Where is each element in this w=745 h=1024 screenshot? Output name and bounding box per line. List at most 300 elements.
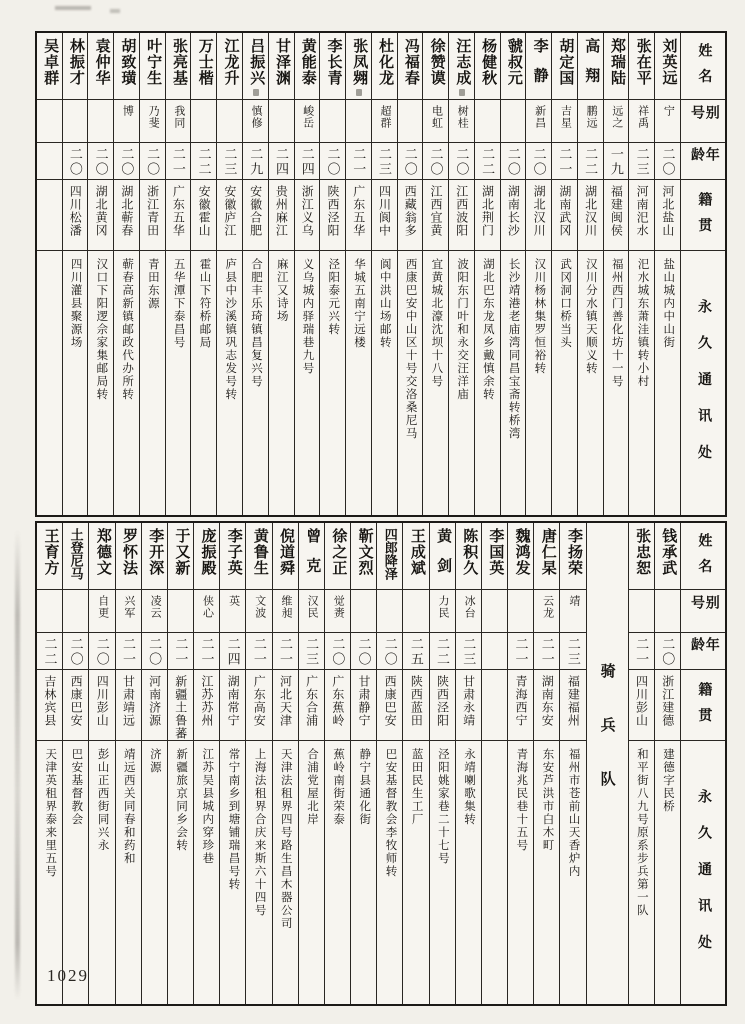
person-name-text: 张在平 xyxy=(634,38,651,86)
person-column xyxy=(507,523,533,1004)
person-name xyxy=(37,33,62,100)
person-permanent-address xyxy=(325,741,350,1004)
person-age-text: 二一 xyxy=(278,637,293,667)
person-column xyxy=(628,523,654,1004)
person-name xyxy=(63,523,88,590)
person-permanent-address-text: 蕲春高新镇邮政代办所转 xyxy=(121,258,134,401)
person-alias xyxy=(456,590,481,633)
person-column xyxy=(577,33,603,515)
person-name-text: 江龙升 xyxy=(222,38,239,86)
person-age-text: 二二 xyxy=(435,637,451,667)
person-age-text: 二〇 xyxy=(402,147,418,177)
person-age-text: 二二 xyxy=(583,147,599,177)
person-permanent-address xyxy=(140,251,165,515)
person-name xyxy=(398,33,423,100)
person-native-place xyxy=(398,180,423,251)
person-native-place-text: 陕西泾阳 xyxy=(325,185,340,237)
person-name xyxy=(351,523,376,590)
person-age xyxy=(398,143,423,180)
person-name xyxy=(655,33,680,100)
header-permanent-address-label: 永久通讯处 xyxy=(696,788,712,971)
person-name-text: 张忠恕 xyxy=(634,528,651,576)
person-permanent-address xyxy=(508,741,533,1004)
person-native-place xyxy=(269,180,294,251)
person-age-text: 二〇 xyxy=(325,147,341,177)
person-alias-text: 宁 xyxy=(662,105,675,117)
person-native-place-text: 湖北黄冈 xyxy=(94,185,109,237)
person-name xyxy=(372,33,397,100)
person-alias-text: 树桂 xyxy=(456,105,469,129)
person-permanent-address-text: 青田东源 xyxy=(146,258,159,310)
person-native-place xyxy=(37,670,62,741)
person-name xyxy=(629,523,654,590)
person-native-place xyxy=(482,670,507,741)
person-name-text: 徐赞谟 xyxy=(428,38,445,86)
person-native-place xyxy=(325,670,350,741)
person-native-place xyxy=(351,670,376,741)
roster-table-upper xyxy=(35,31,727,517)
person-name-text: 李扬荣 xyxy=(565,528,582,576)
person-name-text: 魏鸿发 xyxy=(513,528,530,576)
person-name xyxy=(243,33,268,100)
person-age-text: 二〇 xyxy=(505,147,521,177)
person-native-place-text: 江西宜黄 xyxy=(429,185,444,237)
person-age xyxy=(578,143,603,180)
person-permanent-address xyxy=(629,251,654,515)
person-alias xyxy=(89,590,114,633)
header-alias-label: 别号 xyxy=(689,105,719,131)
header-native-place-label: 籍贯 xyxy=(696,191,712,244)
person-native-place-text: 青海西宁 xyxy=(514,675,529,727)
page-number: 1029 xyxy=(47,966,89,985)
person-permanent-address xyxy=(168,741,193,1004)
person-age-text: 二三 xyxy=(565,637,581,667)
person-alias xyxy=(217,100,242,143)
person-name-text: 郑德文 xyxy=(94,528,111,576)
person-alias-text: 力民 xyxy=(436,595,449,619)
person-name-text: 曾克 xyxy=(304,528,321,587)
person-permanent-address xyxy=(246,741,271,1004)
person-column xyxy=(167,523,193,1004)
person-permanent-address-text: 江苏吴县城内穿珍巷 xyxy=(201,748,214,865)
person-age xyxy=(552,143,577,180)
unit-divider-label: 骑兵队 xyxy=(598,663,615,825)
person-alias xyxy=(526,100,551,143)
person-column xyxy=(298,523,324,1004)
person-native-place xyxy=(246,670,271,741)
person-age-text: 二〇 xyxy=(660,637,676,667)
person-alias xyxy=(604,100,629,143)
person-age-text: 二九 xyxy=(248,147,264,177)
person-permanent-address xyxy=(526,251,551,515)
person-permanent-address-text: 华城五南宁远楼 xyxy=(353,258,366,349)
person-permanent-address xyxy=(655,251,680,515)
person-column xyxy=(324,523,350,1004)
person-native-place xyxy=(63,180,88,251)
person-age xyxy=(449,143,474,180)
person-age-text: 二〇 xyxy=(382,637,398,667)
person-column xyxy=(551,33,577,515)
person-name xyxy=(273,523,298,590)
person-age xyxy=(604,143,629,180)
person-permanent-address-text: 四川灌县聚源场 xyxy=(69,258,82,349)
person-column xyxy=(37,33,62,515)
person-name-text: 袁仲华 xyxy=(93,38,110,86)
person-alias xyxy=(142,590,167,633)
person-name xyxy=(423,33,448,100)
person-name xyxy=(526,33,551,100)
person-age-text: 二一 xyxy=(557,147,573,177)
person-native-place-text: 河南汜水 xyxy=(635,185,650,237)
unit-divider-column xyxy=(586,523,628,1004)
person-name-text: 林振才 xyxy=(67,38,84,86)
person-native-place-text: 湖北荆门 xyxy=(480,185,495,237)
person-name-text: 胡定国 xyxy=(557,38,574,86)
person-native-place-text: 湖北汉川 xyxy=(532,185,547,237)
person-name xyxy=(456,523,481,590)
person-permanent-address-text: 合肥丰乐琦镇昌复兴号 xyxy=(249,258,262,388)
person-alias xyxy=(116,590,141,633)
person-age xyxy=(269,143,294,180)
person-column xyxy=(165,33,191,515)
person-alias xyxy=(403,590,428,633)
person-age-text: 二三 xyxy=(304,637,320,667)
person-column xyxy=(115,523,141,1004)
person-name-text: 徐之正 xyxy=(330,528,347,576)
person-alias-text: 靖 xyxy=(567,595,580,607)
person-permanent-address-text: 靖远西关同春和药和 xyxy=(122,748,135,865)
person-native-place xyxy=(89,670,114,741)
person-alias xyxy=(552,100,577,143)
person-column xyxy=(429,523,455,1004)
person-alias-text: 远之 xyxy=(610,105,623,129)
person-native-place xyxy=(166,180,191,251)
person-name-text: 黄能泰 xyxy=(299,38,316,86)
person-native-place-text: 安徽合肥 xyxy=(248,185,263,237)
person-native-place-text: 甘肃靖远 xyxy=(121,675,136,727)
header-permanent-address xyxy=(681,251,725,515)
person-age-text: 二〇 xyxy=(531,147,547,177)
person-age xyxy=(63,143,88,180)
person-age xyxy=(37,143,62,180)
person-age xyxy=(351,633,376,670)
person-alias-text: 吉星 xyxy=(559,105,572,129)
person-native-place-text: 江西波阳 xyxy=(454,185,469,237)
person-alias-text: 乃斐 xyxy=(147,105,160,129)
person-age xyxy=(116,633,141,670)
person-age xyxy=(37,633,62,670)
person-name xyxy=(508,523,533,590)
person-name xyxy=(578,33,603,100)
person-permanent-address xyxy=(482,741,507,1004)
person-native-place xyxy=(501,180,526,251)
person-name xyxy=(552,33,577,100)
name-gloss-mark xyxy=(356,89,362,96)
person-permanent-address-text: 霍山下符桥邮局 xyxy=(198,258,211,349)
person-name xyxy=(269,33,294,100)
person-name-text: 高翔 xyxy=(583,38,600,97)
person-alias xyxy=(273,590,298,633)
person-alias-text: 觉赉 xyxy=(332,595,345,619)
person-age-text: 二一 xyxy=(170,147,186,177)
person-age-text: 二〇 xyxy=(68,637,84,667)
person-name-text: 陈积久 xyxy=(461,528,478,576)
person-native-place-text: 湖南长沙 xyxy=(506,185,521,237)
person-native-place-text: 广东五华 xyxy=(171,185,186,237)
person-permanent-address-text: 汉川分水镇天顺义转 xyxy=(584,258,597,375)
person-alias-text: 慎修 xyxy=(250,105,263,129)
person-permanent-address xyxy=(552,251,577,515)
person-permanent-address xyxy=(629,741,654,1004)
person-permanent-address-text: 静宁县通化街 xyxy=(358,748,371,826)
person-native-place-text: 四川彭山 xyxy=(95,675,110,727)
person-name-text: 李子英 xyxy=(225,528,242,576)
person-name xyxy=(220,523,245,590)
person-native-place xyxy=(194,670,219,741)
person-name-text: 李国英 xyxy=(487,528,504,576)
person-name-text: 黄剑 xyxy=(435,528,452,587)
person-permanent-address xyxy=(320,251,345,515)
person-permanent-address-text: 盐山城内中山街 xyxy=(662,258,675,349)
person-alias xyxy=(63,590,88,633)
header-alias xyxy=(681,590,725,633)
person-age xyxy=(346,143,371,180)
column-headers xyxy=(680,33,725,515)
person-age xyxy=(508,633,533,670)
person-age xyxy=(482,633,507,670)
person-permanent-address-text: 合浦党屋北岸 xyxy=(305,748,318,826)
person-permanent-address xyxy=(456,741,481,1004)
person-column xyxy=(268,33,294,515)
person-alias-text: 电虹 xyxy=(430,105,443,129)
person-alias xyxy=(508,590,533,633)
person-permanent-address xyxy=(166,251,191,515)
person-alias xyxy=(325,590,350,633)
person-permanent-address xyxy=(116,741,141,1004)
person-name xyxy=(501,33,526,100)
person-alias-text: 峻岳 xyxy=(301,105,314,129)
person-age-text: 二一 xyxy=(173,637,189,667)
person-native-place-text: 西藏翁多 xyxy=(403,185,418,237)
person-age-text: 二〇 xyxy=(428,147,444,177)
person-permanent-address xyxy=(295,251,320,515)
person-age xyxy=(423,143,448,180)
person-native-place-text: 安徽庐江 xyxy=(222,185,237,237)
person-permanent-address xyxy=(377,741,402,1004)
person-native-place-text: 湖南武冈 xyxy=(557,185,572,237)
person-age-text: 二〇 xyxy=(660,147,676,177)
person-alias xyxy=(398,100,423,143)
person-alias xyxy=(220,590,245,633)
person-alias-text: 博 xyxy=(121,105,134,117)
person-name xyxy=(295,33,320,100)
person-name-text: 杨健秋 xyxy=(480,38,497,86)
person-alias xyxy=(372,100,397,143)
person-alias xyxy=(320,100,345,143)
header-name-label: 姓名 xyxy=(696,532,712,585)
person-alias-text: 云龙 xyxy=(541,595,554,619)
person-native-place xyxy=(217,180,242,251)
person-alias xyxy=(168,590,193,633)
person-name xyxy=(475,33,500,100)
person-permanent-address-text: 湖北巴东龙凤乡戴慎余转 xyxy=(481,258,494,401)
person-name xyxy=(168,523,193,590)
person-column xyxy=(402,523,428,1004)
person-name-text: 靳文烈 xyxy=(356,528,373,576)
person-name xyxy=(63,33,88,100)
person-name xyxy=(320,33,345,100)
person-age xyxy=(88,143,113,180)
person-age xyxy=(217,143,242,180)
person-column xyxy=(654,33,680,515)
person-column xyxy=(455,523,481,1004)
person-name-text: 刘英远 xyxy=(660,38,677,86)
person-age xyxy=(534,633,559,670)
person-permanent-address-text: 义乌城内驿瑞巷九号 xyxy=(301,258,314,375)
person-permanent-address xyxy=(220,741,245,1004)
header-age-label: 年龄 xyxy=(689,637,719,663)
person-age xyxy=(246,633,271,670)
person-age-text: 二〇 xyxy=(145,147,161,177)
person-native-place-text: 河北盐山 xyxy=(660,185,675,237)
person-permanent-address-text: 西康巴安中山区十号交洛桑尼马 xyxy=(404,258,417,440)
person-permanent-address-text: 彭山正西街同兴永 xyxy=(96,748,109,852)
person-name xyxy=(430,523,455,590)
person-name xyxy=(37,523,62,590)
person-alias-text: 侠心 xyxy=(201,595,214,619)
person-name-text: 王成斌 xyxy=(408,528,425,576)
person-alias xyxy=(377,590,402,633)
person-alias xyxy=(629,590,654,633)
person-permanent-address-text: 济源 xyxy=(148,748,161,774)
person-age xyxy=(526,143,551,180)
person-name-text: 庞振殿 xyxy=(199,528,216,576)
person-name xyxy=(604,33,629,100)
person-name xyxy=(194,523,219,590)
person-permanent-address-text: 汉口下阳逻佘家集邮局转 xyxy=(95,258,108,401)
person-column xyxy=(139,33,165,515)
person-permanent-address xyxy=(194,741,219,1004)
person-age-text: 二二 xyxy=(42,637,58,667)
person-permanent-address-text: 新疆旅京同乡会转 xyxy=(175,748,188,852)
person-age-text: 二〇 xyxy=(94,637,110,667)
person-permanent-address xyxy=(346,251,371,515)
person-native-place-text: 浙江义乌 xyxy=(300,185,315,237)
name-gloss-mark xyxy=(253,89,259,96)
person-name xyxy=(629,33,654,100)
person-native-place xyxy=(430,670,455,741)
person-age-text: 二〇 xyxy=(454,147,470,177)
person-age xyxy=(273,633,298,670)
person-permanent-address-text: 上海法租界合庆来斯六十四号 xyxy=(253,748,266,917)
person-column xyxy=(272,523,298,1004)
person-native-place xyxy=(475,180,500,251)
person-native-place xyxy=(560,670,585,741)
person-column xyxy=(245,523,271,1004)
person-permanent-address xyxy=(63,251,88,515)
person-native-place xyxy=(295,180,320,251)
person-permanent-address-text: 泾阳姚家巷二十七号 xyxy=(436,748,449,865)
person-native-place-text: 湖南东安 xyxy=(540,675,555,727)
person-native-place-text: 安徽霍山 xyxy=(197,185,212,237)
person-permanent-address xyxy=(430,741,455,1004)
person-native-place xyxy=(114,180,139,251)
person-permanent-address xyxy=(142,741,167,1004)
person-name-text: 冯福春 xyxy=(402,38,419,86)
person-native-place xyxy=(423,180,448,251)
person-column xyxy=(37,523,62,1004)
header-age xyxy=(681,143,725,180)
person-native-place-text: 广东五华 xyxy=(351,185,366,237)
person-permanent-address-text: 庐县中沙溪镇巩志发号转 xyxy=(224,258,237,401)
person-age xyxy=(655,633,680,670)
header-native-place xyxy=(681,670,725,741)
person-age-text: 二一 xyxy=(120,637,136,667)
person-age-text: 一九 xyxy=(608,147,624,177)
person-native-place-text: 浙江建德 xyxy=(660,675,675,727)
person-alias xyxy=(351,590,376,633)
header-permanent-address-label: 永久通讯处 xyxy=(696,299,712,481)
person-age xyxy=(475,143,500,180)
person-alias-text: 祥禹 xyxy=(636,105,649,129)
scan-speck xyxy=(110,9,120,13)
person-column xyxy=(193,523,219,1004)
person-alias xyxy=(63,100,88,143)
person-column xyxy=(242,33,268,515)
person-native-place-text: 河南济源 xyxy=(147,675,162,727)
person-native-place-text: 甘肃静宁 xyxy=(356,675,371,727)
person-name-text: 叶宁生 xyxy=(145,38,162,86)
person-permanent-address-text: 汉川杨林集罗恒裕转 xyxy=(533,258,546,375)
person-native-place xyxy=(655,670,680,741)
person-age xyxy=(560,633,585,670)
person-alias xyxy=(501,100,526,143)
person-permanent-address-text: 建德字民桥 xyxy=(662,748,675,813)
person-native-place-text: 湖北蕲春 xyxy=(119,185,134,237)
person-native-place xyxy=(534,670,559,741)
person-age xyxy=(403,633,428,670)
person-name-text: 唐仁杲 xyxy=(539,528,556,576)
person-name-text: 于又新 xyxy=(173,528,190,576)
person-name xyxy=(403,523,428,590)
person-age xyxy=(142,633,167,670)
person-permanent-address-text: 宜黄城北濠沈坝十八号 xyxy=(430,258,443,388)
person-alias xyxy=(346,100,371,143)
person-alias-text: 英 xyxy=(227,595,240,607)
person-column xyxy=(481,523,507,1004)
person-alias-text: 冰台 xyxy=(463,595,476,619)
person-name xyxy=(377,523,402,590)
person-name xyxy=(142,523,167,590)
person-column xyxy=(62,523,88,1004)
person-alias xyxy=(534,590,559,633)
person-age xyxy=(655,143,680,180)
person-age xyxy=(501,143,526,180)
person-permanent-address xyxy=(243,251,268,515)
person-column xyxy=(190,33,216,515)
person-age-text: 二一 xyxy=(199,637,215,667)
person-name xyxy=(534,523,559,590)
person-native-place-text: 河北天津 xyxy=(278,675,293,727)
person-name-text: 虢叔元 xyxy=(505,38,522,86)
person-permanent-address xyxy=(403,741,428,1004)
person-alias xyxy=(166,100,191,143)
person-native-place-text: 四川彭山 xyxy=(634,675,649,727)
person-column xyxy=(500,33,526,515)
person-age xyxy=(377,633,402,670)
person-permanent-address xyxy=(88,251,113,515)
person-native-place xyxy=(299,670,324,741)
